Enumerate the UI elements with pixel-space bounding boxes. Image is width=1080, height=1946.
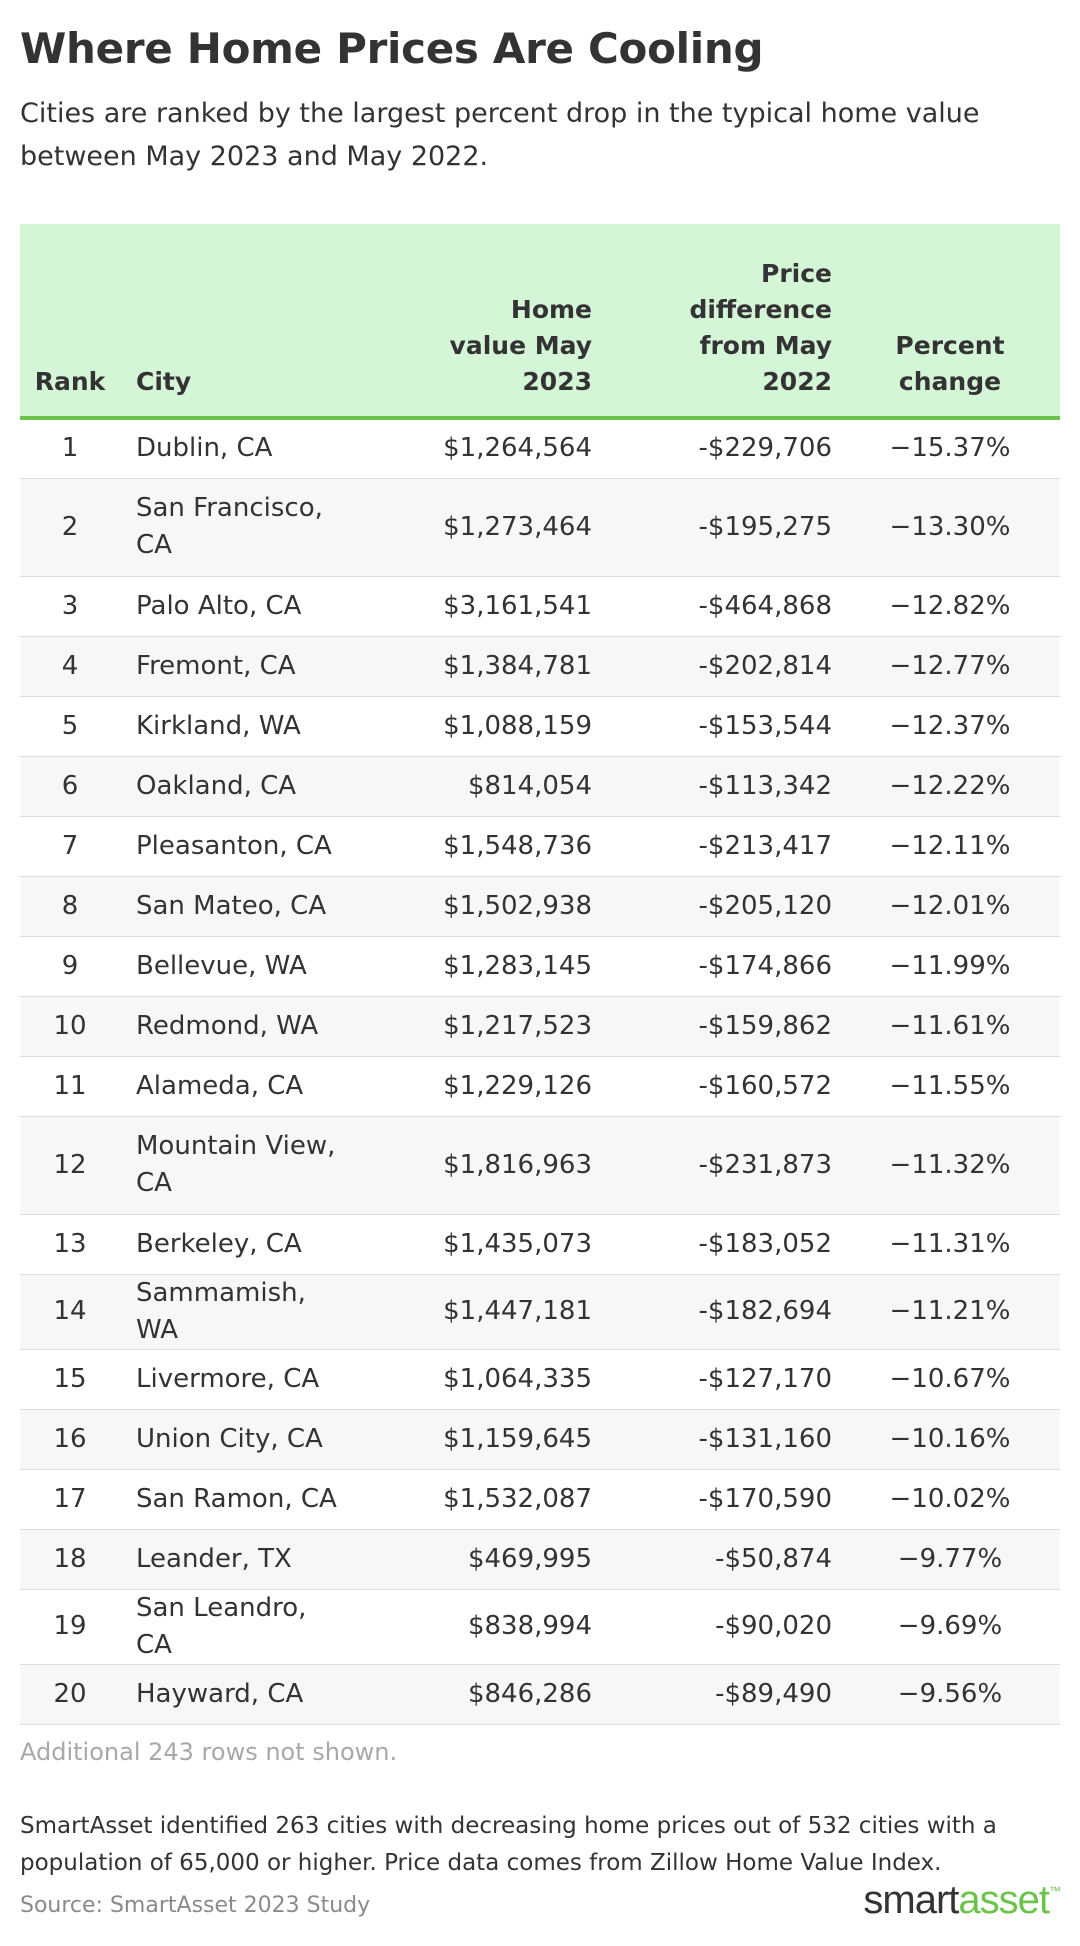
home-value-cell: $1,217,523 [390,996,600,1056]
percent-change-cell: −9.69% [840,1589,1060,1664]
data-table-wrapper [20,224,1060,1725]
rank-cell: 4 [20,636,120,696]
home-value-cell: $1,384,781 [390,636,600,696]
table-row [20,576,1060,636]
rank-cell: 19 [20,1589,120,1664]
percent-change-cell: −10.02% [840,1469,1060,1529]
table-row [20,1589,1060,1664]
table-header [20,224,1060,418]
rank-cell: 16 [20,1409,120,1469]
table-row [20,696,1060,756]
home-value-cell: $1,283,145 [390,936,600,996]
city-cell: San Francisco, CA [120,478,390,576]
percent-change-cell: −15.37% [840,418,1060,478]
column-header-city: City [120,224,390,418]
price-difference-cell: -$89,490 [600,1664,840,1724]
home-value-cell: $1,088,159 [390,696,600,756]
home-value-cell: $1,273,464 [390,478,600,576]
table-row [20,1409,1060,1469]
city-cell: Leander, TX [120,1529,390,1589]
rank-cell: 20 [20,1664,120,1724]
table-row [20,636,1060,696]
rank-cell: 8 [20,876,120,936]
price-difference-cell: -$159,862 [600,996,840,1056]
table-row [20,1664,1060,1724]
city-cell: Palo Alto, CA [120,576,390,636]
home-value-cell: $1,229,126 [390,1056,600,1116]
price-difference-cell: -$131,160 [600,1409,840,1469]
price-difference-cell: -$213,417 [600,816,840,876]
city-cell: Berkeley, CA [120,1214,390,1274]
table-row [20,816,1060,876]
rank-cell: 1 [20,418,120,478]
percent-change-cell: −9.77% [840,1529,1060,1589]
home-value-cell: $1,159,645 [390,1409,600,1469]
rank-cell: 10 [20,996,120,1056]
percent-change-cell: −10.67% [840,1349,1060,1409]
percent-change-cell: −11.61% [840,996,1060,1056]
city-cell: Fremont, CA [120,636,390,696]
percent-change-cell: −9.56% [840,1664,1060,1724]
price-difference-cell: -$174,866 [600,936,840,996]
city-cell: Alameda, CA [120,1056,390,1116]
home-value-cell: $1,264,564 [390,418,600,478]
percent-change-cell: −12.22% [840,756,1060,816]
price-difference-cell: -$205,120 [600,876,840,936]
rank-cell: 13 [20,1214,120,1274]
rank-cell: 11 [20,1056,120,1116]
home-value-cell: $1,532,087 [390,1469,600,1529]
table-row [20,996,1060,1056]
rank-cell: 5 [20,696,120,756]
home-value-cell: $1,447,181 [390,1274,600,1349]
price-difference-cell: -$127,170 [600,1349,840,1409]
price-difference-cell: -$170,590 [600,1469,840,1529]
rank-cell: 6 [20,756,120,816]
price-difference-cell: -$90,020 [600,1589,840,1664]
city-cell: San Mateo, CA [120,876,390,936]
percent-change-cell: −10.16% [840,1409,1060,1469]
city-cell: Mountain View, CA [120,1116,390,1214]
city-cell: Bellevue, WA [120,936,390,996]
source-note: Source: SmartAsset 2023 Study [20,1893,371,1918]
city-cell: Kirkland, WA [120,696,390,756]
table-row [20,756,1060,816]
table-row [20,1274,1060,1349]
table-row [20,1349,1060,1409]
city-cell: Hayward, CA [120,1664,390,1724]
percent-change-cell: −13.30% [840,478,1060,576]
home-value-cell: $814,054 [390,756,600,816]
percent-change-cell: −11.55% [840,1056,1060,1116]
percent-change-cell: −11.99% [840,936,1060,996]
price-difference-cell: -$464,868 [600,576,840,636]
rank-cell: 14 [20,1274,120,1349]
table-row [20,936,1060,996]
additional-rows-note: Additional 243 rows not shown. [20,1738,398,1766]
rank-cell: 7 [20,816,120,876]
home-value-cell: $1,548,736 [390,816,600,876]
city-cell: Dublin, CA [120,418,390,478]
home-value-cell: $846,286 [390,1664,600,1724]
rank-cell: 12 [20,1116,120,1214]
column-header-home-value: Home value May 2023 [390,224,600,418]
column-header-price-difference: Price difference from May 2022 [600,224,840,418]
price-difference-cell: -$183,052 [600,1214,840,1274]
price-difference-cell: -$195,275 [600,478,840,576]
table-row [20,418,1060,478]
table-row [20,1214,1060,1274]
smartasset-logo: smartasset™ [863,1878,1060,1922]
city-cell: Pleasanton, CA [120,816,390,876]
city-cell: Oakland, CA [120,756,390,816]
home-value-cell: $469,995 [390,1529,600,1589]
home-value-cell: $838,994 [390,1589,600,1664]
price-difference-cell: -$231,873 [600,1116,840,1214]
city-cell: Sammamish, WA [120,1274,390,1349]
table-row [20,1469,1060,1529]
price-difference-cell: -$113,342 [600,756,840,816]
chart-title: Where Home Prices Are Cooling [20,24,764,73]
rank-cell: 18 [20,1529,120,1589]
price-difference-cell: -$153,544 [600,696,840,756]
percent-change-cell: −12.01% [840,876,1060,936]
home-value-cell: $1,502,938 [390,876,600,936]
rank-cell: 3 [20,576,120,636]
city-cell: Livermore, CA [120,1349,390,1409]
price-difference-cell: -$160,572 [600,1056,840,1116]
percent-change-cell: −11.32% [840,1116,1060,1214]
rank-cell: 2 [20,478,120,576]
data-table [20,224,1060,1725]
column-header-rank: Rank [20,224,120,418]
table-row [20,1116,1060,1214]
home-value-cell: $1,816,963 [390,1116,600,1214]
city-cell: San Ramon, CA [120,1469,390,1529]
rank-cell: 15 [20,1349,120,1409]
table-body [20,418,1060,1724]
table-row [20,1056,1060,1116]
percent-change-cell: −11.21% [840,1274,1060,1349]
city-cell: Union City, CA [120,1409,390,1469]
city-cell: San Leandro, CA [120,1589,390,1664]
rank-cell: 9 [20,936,120,996]
table-row [20,1529,1060,1589]
rank-cell: 17 [20,1469,120,1529]
price-difference-cell: -$182,694 [600,1274,840,1349]
table-row [20,876,1060,936]
home-value-cell: $1,435,073 [390,1214,600,1274]
header-row [20,224,1060,418]
percent-change-cell: −11.31% [840,1214,1060,1274]
price-difference-cell: -$202,814 [600,636,840,696]
home-value-cell: $1,064,335 [390,1349,600,1409]
table-row [20,478,1060,576]
percent-change-cell: −12.82% [840,576,1060,636]
percent-change-cell: −12.37% [840,696,1060,756]
home-value-cell: $3,161,541 [390,576,600,636]
price-difference-cell: -$229,706 [600,418,840,478]
percent-change-cell: −12.77% [840,636,1060,696]
price-difference-cell: -$50,874 [600,1529,840,1589]
city-cell: Redmond, WA [120,996,390,1056]
column-header-percent-change: Percent change [840,224,1060,418]
methodology-note: SmartAsset identified 263 cities with decreasing home prices out of 532 cities with a population of 65,000 or higher. Price data comes from Zillow Home Value Index. [20,1813,997,1876]
percent-change-cell: −12.11% [840,816,1060,876]
chart-subtitle: Cities are ranked by the largest percent drop in the typical home value between May 2023 and May 2022. [20,98,980,172]
